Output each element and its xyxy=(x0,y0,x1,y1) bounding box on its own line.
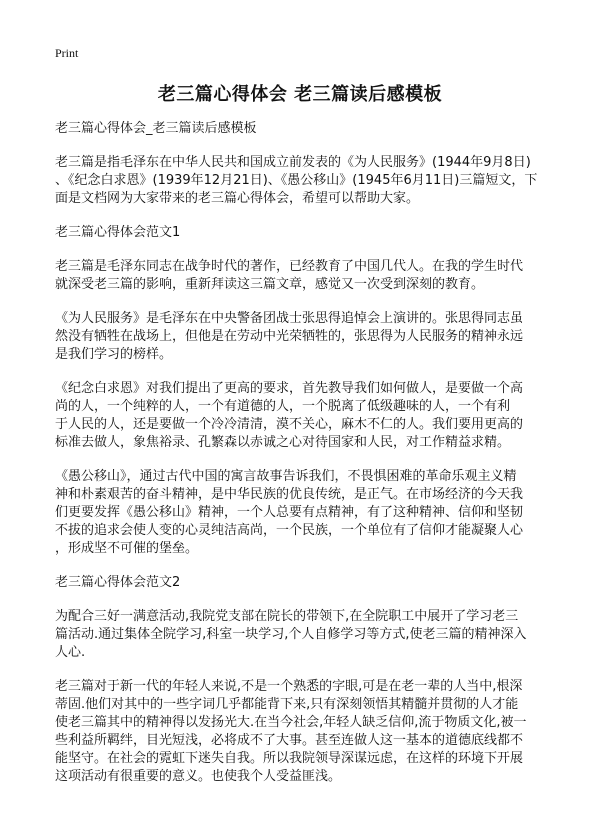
text-line: 老三篇是毛泽东同志在战争时代的著作，已经教育了中国几代人。在我的学生时代 xyxy=(55,259,524,274)
section-heading xyxy=(55,224,555,242)
paragraph xyxy=(55,608,555,662)
text-line: 是我们学习的榜样。 xyxy=(55,347,173,362)
paragraph xyxy=(55,678,555,786)
text-line: 些利益所羁绊，目光短浅，必将成不了大事。甚至连做人这一基本的道德底线都不 xyxy=(55,733,524,748)
text-line: 为配合三好一满意活动,我院党支部在院长的带领下,在全院职工中展开了学习老三 xyxy=(55,609,519,624)
text-line: 人心. xyxy=(55,645,86,660)
text-line: 面是文档网为大家带来的老三篇心得体会，希望可以帮助大家。 xyxy=(55,191,420,206)
text-line: 老三篇是指毛泽东在中华人民共和国成立前发表的《为人民服务》(1944年9月8日) xyxy=(55,155,531,170)
text-line: 篇活动.通过集体全院学习,科室一块学习,个人自修学习等方式,使老三篇的精神深入 xyxy=(55,627,527,642)
text-line: 《纪念白求恩》对我们提出了更高的要求，首先教导我们如何做人，是要做一个高 xyxy=(55,381,524,396)
text-line: 蒂固.他们对其中的一些字词几乎都能背下来,只有深刻领悟其精髓并贯彻的人才能 xyxy=(55,697,519,712)
text-line: 标准去做人，象焦裕录、孔繁森以赤诚之心对待国家和人民，对工作精益求精。 xyxy=(55,435,511,450)
text-line: 老三篇心得体会范文2 xyxy=(55,575,181,590)
text-line: 《愚公移山》，通过古代中国的寓言故事告诉我们，不畏惧困难的革命乐观主义精 xyxy=(55,469,517,484)
text-line: 《为人民服务》是毛泽东在中央警备团战士张思得追悼会上演讲的。张思得同志虽 xyxy=(55,311,524,326)
text-line: 、《纪念白求恩》(1939年12月21日)、《愚公移山》(1945年6月11日)三篇短文，下 xyxy=(55,173,538,188)
page-title: 老三篇心得体会 老三篇读后感模板 xyxy=(157,84,443,105)
text-line: 不拔的追求会使人变的心灵纯洁高尚，一个民族，一个单位有了信仰才能凝聚人心 xyxy=(55,523,524,538)
section-heading xyxy=(55,574,555,592)
paragraph xyxy=(55,310,555,364)
paragraph xyxy=(55,380,555,452)
paragraph xyxy=(55,154,555,208)
print-link[interactable]: Print xyxy=(55,46,79,60)
text-line: 神和朴素艰苦的奋斗精神，是中华民族的优良传统，是正气。在市场经济的今天我 xyxy=(55,487,524,502)
text-line: 使老三篇其中的精神得以发扬光大.在当今社会,年轻人缺乏信仰,流于物质文化,被一 xyxy=(55,715,527,730)
paragraph xyxy=(55,468,555,558)
text-line: 尚的人，一个纯粹的人，一个有道德的人，一个脱离了低级趣味的人，一个有利 xyxy=(55,399,511,414)
text-line: 能坚守。在社会的霓虹下迷失自我。所以我院领导深谋远虑，在这样的环境下开展 xyxy=(55,751,524,766)
text-line: 老三篇心得体会范文1 xyxy=(55,225,181,240)
text-line: 们更要发挥《愚公移山》精神，一个人总要有点精神，有了这种精神、信仰和坚韧 xyxy=(55,505,524,520)
section-heading xyxy=(55,120,555,138)
text-line: 就深受老三篇的影响，重新拜读这三篇文章，感觉又一次受到深刻的教育。 xyxy=(55,277,485,292)
text-line: 这项活动有很重要的意义。也使我个人受益匪浅。 xyxy=(55,769,342,784)
text-line: 老三篇心得体会_老三篇读后感模板 xyxy=(55,121,257,136)
text-line: 然没有牺牲在战场上，但他是在劳动中光荣牺牲的，张思得为人民服务的精神永远 xyxy=(55,329,524,344)
text-line: ，形成坚不可催的堡垒。 xyxy=(55,541,199,556)
text-line: 于人民的人，还是要做一个冷冷清清，漠不关心，麻木不仁的人。我们要用更高的 xyxy=(55,417,524,432)
document-body xyxy=(55,120,555,802)
paragraph xyxy=(55,258,555,294)
text-line: 老三篇对于新一代的年轻人来说,不是一个熟悉的字眼,可是在老一辈的人当中,根深 xyxy=(55,679,523,694)
